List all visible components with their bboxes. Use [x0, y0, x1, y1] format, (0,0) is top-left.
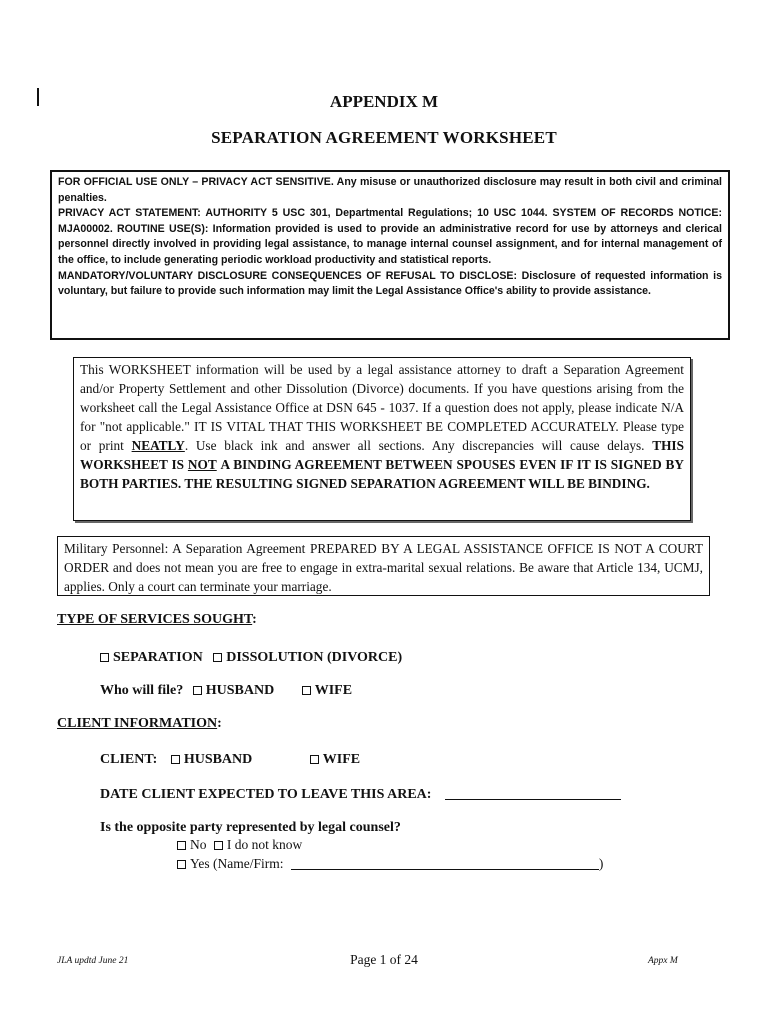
page-title: SEPARATION AGREEMENT WORKSHEET — [211, 128, 557, 147]
counsel-yes-checkbox[interactable] — [177, 860, 186, 869]
counsel-name-field[interactable] — [291, 857, 599, 870]
worksheet-instructions-box — [73, 357, 691, 521]
client-husband-label: HUSBAND — [183, 752, 253, 767]
counsel-yes-label: Yes (Name/Firm: — [190, 856, 284, 871]
dissolution-checkbox[interactable] — [213, 653, 222, 662]
services-options-row — [100, 650, 402, 666]
instructions-not: NOT — [187, 457, 217, 472]
who-will-file-row — [100, 683, 352, 699]
counsel-no-label: No — [190, 837, 207, 852]
client-row — [100, 752, 360, 768]
privacy-act-statement: PRIVACY ACT STATEMENT: AUTHORITY 5 USC 301, Departmental Regulations; 10 USC 1044. SYSTEM OF RECORDS NOTICE: MJA00002. ROUTINE USE(S): Information provided is used to provide an administrative record for use by attorneys and clerical personnel directly involved in providing legal assistance, to manage internal counsel assignment, and for internal management of the office, to include generating periodic workload productivity and statistical reports. — [58, 207, 722, 266]
separation-checkbox[interactable] — [100, 653, 109, 662]
file-husband-label: HUSBAND — [205, 683, 275, 698]
military-personnel-notice — [57, 536, 710, 596]
dissolution-label: DISSOLUTION (DIVORCE) — [226, 650, 403, 665]
instructions-binding-1: THIS WORKSHEET IS — [80, 438, 685, 472]
instructions-binding-2: A BINDING AGREEMENT BETWEEN SPOUSES EVEN IF IT IS SIGNED BY BOTH PARTIES. THE RESULTING SIGNED SEPARATION AGREEMENT WILL BE BINDING. — [80, 457, 684, 491]
instructions-print: Please type or print — [80, 419, 685, 453]
client-wife-checkbox[interactable] — [310, 755, 319, 764]
who-will-file-label: Who will file? — [100, 683, 184, 698]
client-info-heading: CLIENT INFORMATION: — [57, 716, 222, 731]
client-wife-label: WIFE — [322, 752, 361, 767]
page-number: Page 1 of 24 — [350, 952, 418, 967]
close-paren: ) — [598, 856, 604, 871]
instructions-vital: IT IS VITAL THAT THIS WORKSHEET BE COMPLETED ACCURATELY. — [194, 419, 619, 434]
appendix-heading: APPENDIX M — [329, 92, 439, 111]
counsel-unknown-label: I do not know — [226, 837, 303, 852]
military-notice-text: Military Personnel: A Separation Agreement PREPARED BY A LEGAL ASSISTANCE OFFICE IS NOT A COURT ORDER and does not mean you are free to engage in extra-marital sexual relations. Be aware that Article 134, UCMJ, applies. Only a court can terminate your marriage. — [64, 541, 703, 594]
instructions-ink: . Use black ink and answer all sections. Any discrepancies will cause delays. — [184, 438, 645, 453]
instructions-intro: This WORKSHEET information will be used by a legal assistance attorney to draft a Separation Agreement and/or Property Settlement and other Dissolution (Divorce) documents. If you have questions arising from the worksheet call the Legal Assistance Office at DSN 645 - 1037. If a question does not apply, please indicate N/A for "not applicable." — [80, 362, 684, 434]
file-husband-checkbox[interactable] — [193, 686, 202, 695]
counsel-options-row — [177, 837, 302, 853]
leave-date-field[interactable] — [445, 787, 621, 800]
leave-date-label: DATE CLIENT EXPECTED TO LEAVE THIS AREA: — [100, 787, 432, 802]
counsel-question: Is the opposite party represented by legal counsel? — [100, 820, 401, 835]
counsel-yes-row — [177, 856, 603, 872]
counsel-no-checkbox[interactable] — [177, 841, 186, 850]
instructions-neatly: NEATLY — [131, 438, 185, 453]
disclosure-consequences-text: MANDATORY/VOLUNTARY DISCLOSURE CONSEQUENCES OF REFUSAL TO DISCLOSE: Disclosure of requested information is voluntary, but failure to provide such information may limit the Legal Assistance Office's ability to provide assistance. — [58, 269, 722, 298]
privacy-notice-box — [50, 170, 730, 340]
footer-appendix: Appx M — [648, 956, 678, 966]
file-wife-label: WIFE — [314, 683, 353, 698]
services-heading: TYPE OF SERVICES SOUGHT: — [57, 612, 257, 627]
footer-revision: JLA updtd June 21 — [57, 956, 129, 966]
leave-date-row — [100, 787, 621, 803]
privacy-fouo-text: FOR OFFICIAL USE ONLY – PRIVACY ACT SENSITIVE. Any misuse or unauthorized disclosure may result in both civil and criminal penalties. — [58, 176, 722, 204]
file-wife-checkbox[interactable] — [302, 686, 311, 695]
client-husband-checkbox[interactable] — [171, 755, 180, 764]
client-label: CLIENT: — [100, 752, 158, 767]
counsel-unknown-checkbox[interactable] — [214, 841, 223, 850]
separation-label: SEPARATION — [113, 650, 203, 665]
